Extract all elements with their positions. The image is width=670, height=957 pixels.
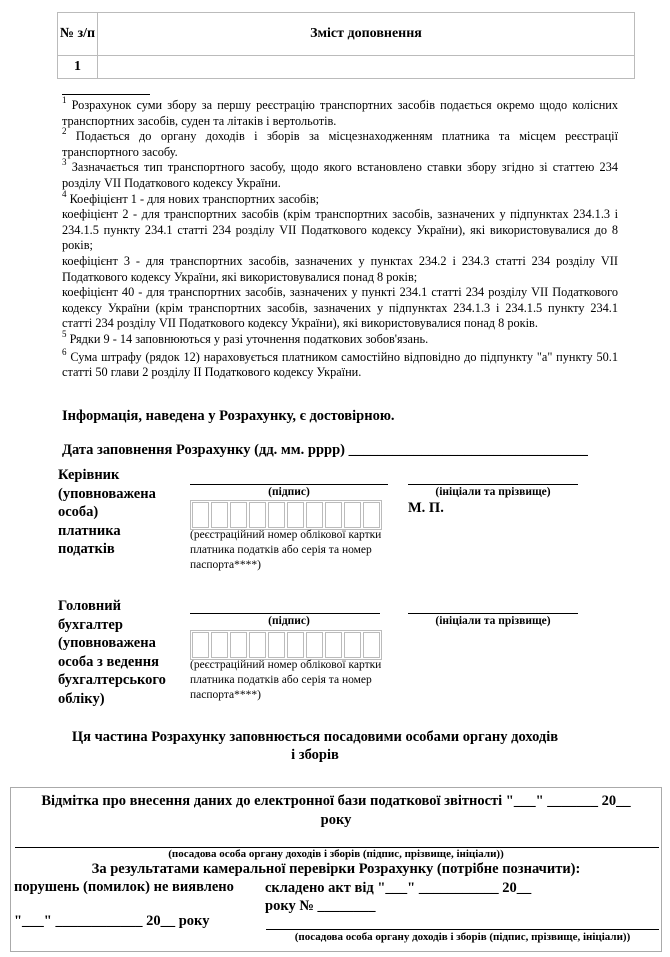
row-content-cell[interactable] xyxy=(98,56,635,79)
director-id-note: (реєстраційний номер облікової картки платника податків або серія та номер паспорта****) xyxy=(190,529,382,571)
footnote-3: $^3$ Зазначається тип транспортного засобу, щодо якого встановлено ставки збору згідно зі статтею 234 розділу VII Податкового кодексу України. xyxy=(62,157,618,190)
director-label: Керівник (уповноважена особа) платника податків xyxy=(58,467,156,557)
col-content-header: Зміст доповнення xyxy=(98,13,635,56)
col-number-header: № з/п xyxy=(58,13,98,56)
official-signature-line-2[interactable] xyxy=(266,929,659,930)
info-statement: Інформація, наведена у Розрахунку, є достовірною. xyxy=(62,408,395,424)
official-section-heading: Ця частина Розрахунку заповнюється посадовими особами органу доходів і зборів xyxy=(71,729,559,763)
row-number: 1 xyxy=(58,56,98,79)
accountant-label: Головний бухгалтер (уповноважена особа з ведення бухгалтерського обліку) xyxy=(58,598,166,707)
footnote-rule xyxy=(62,94,150,95)
footnote-6: $^6$ Сума штрафу (рядок 12) нараховується платником самостійно відповідно до підпункту "а" пункту 50.1 статті 50 глави 2 розділу II Податкового кодексу України. xyxy=(62,346,619,380)
director-id-boxes[interactable] xyxy=(190,500,382,530)
official-caption-2: (посадова особа органу доходів і зборів (підпис, прізвище, ініціали)) xyxy=(294,931,631,943)
accountant-name-line[interactable] xyxy=(408,613,578,614)
official-caption: (посадова особа органу доходів і зборів (підпис, прізвище, ініціали)) xyxy=(168,848,504,860)
footnote-4: $^4$ Коефіцієнт 1 - для нових транспортних засобів; xyxy=(62,188,320,206)
footnote-4-coef-40: коефіцієнт 40 - для транспортних засобів, зазначених у пункті 234.1 статті 234 розділу VII Податкового кодексу України (крім транспортних засобів, зазначених у підпунктах 234.1.3 і 234.1.5 пункту 234.1 статті 234 розділу VII Податкового кодексу України), які використовувалися понад 8 років. xyxy=(62,285,618,331)
official-date[interactable]: "___" ____________ 20__ року xyxy=(14,913,210,929)
footnote-5: $^5$ Рядки 9 - 14 заповнюються у разі уточнення податкових зобов'язань. xyxy=(62,328,429,346)
official-box xyxy=(10,787,662,952)
accountant-signature-caption: (підпис) xyxy=(268,615,310,627)
footnote-4-coef-2: коефіцієнт 2 - для транспортних засобів (крім транспортних засобів, зазначених у підпунктах 234.1.3 і 234.1.5 пункту 234.1 статті 234 розділу VII Податкового кодексу України), які використовувалися до 8 років; xyxy=(62,207,618,253)
accountant-name-caption: (ініціали та прізвище) xyxy=(435,615,551,627)
footnote-2: $^2$ Подається до органу доходів і зборів за місцезнаходженням платника та місцем реєстрації транспортного засобу. xyxy=(62,126,619,159)
addendum-table xyxy=(57,12,635,79)
check-heading: За результатами камеральної перевірки Розрахунку (потрібне позначити): xyxy=(91,861,581,877)
entry-mark: Відмітка про внесення даних до електронної бази податкової звітності "___" _______ 20__ року xyxy=(41,793,631,828)
accountant-id-note: (реєстраційний номер облікової картки платника податків або серія та номер паспорта****) xyxy=(190,659,382,701)
stamp-place: М. П. xyxy=(408,500,444,516)
act-drawn-option[interactable]: складено акт від "___" ___________ 20__ року № ________ xyxy=(265,880,532,914)
accountant-signature-line[interactable] xyxy=(190,613,380,614)
director-signature-caption: (підпис) xyxy=(268,486,310,498)
fill-date-field[interactable]: Дата заповнення Розрахунку (дд. мм. рррр) _________________________________ xyxy=(62,442,588,458)
director-name-line[interactable] xyxy=(408,484,578,485)
director-name-caption: (ініціали та прізвище) xyxy=(435,486,551,498)
no-violations-option[interactable]: порушень (помилок) не виявлено xyxy=(14,879,234,895)
footnote-1: $^1$ Розрахунок суми збору за першу реєстрацію транспортних засобів подається окремо щодо колісних транспортних засобів, суден та літаків і вертольотів. xyxy=(62,95,618,128)
accountant-id-boxes[interactable] xyxy=(190,630,382,660)
footnote-4-coef-3: коефіцієнт 3 - для транспортних засобів, зазначених у пунктах 234.2 і 234.3 статті 234 розділу VII Податкового кодексу України, які використовувалися понад 8 років; xyxy=(62,253,618,284)
footnotes xyxy=(62,95,619,381)
director-signature-line[interactable] xyxy=(190,484,388,485)
